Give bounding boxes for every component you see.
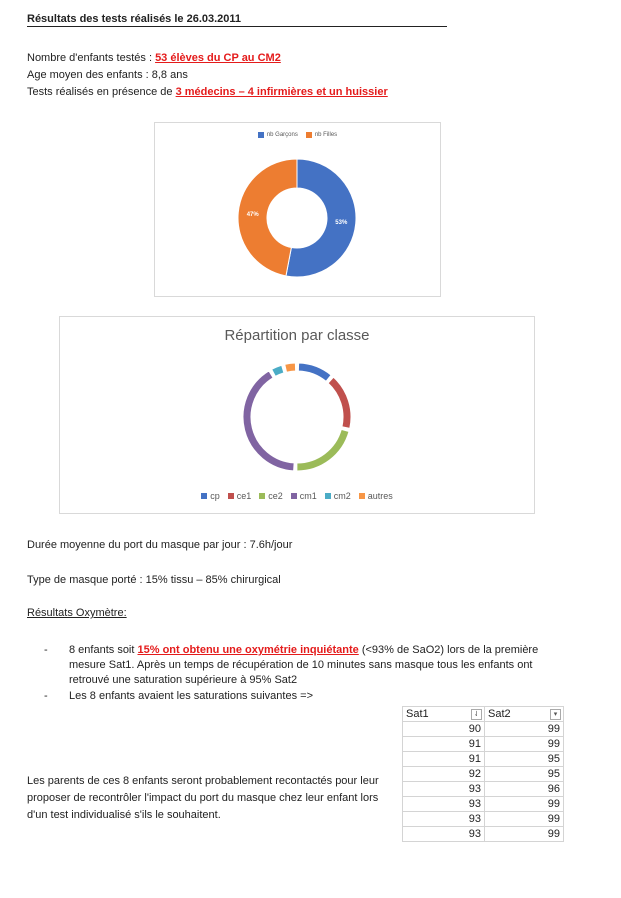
column-header-sat1[interactable]: Sat1 ⇃ [403,707,485,722]
legend-item [325,491,351,501]
gender-chart-legend [155,132,440,138]
legend-swatch [258,132,264,138]
table-cell[interactable]: 93 [403,812,485,827]
children-count-value: 53 élèves du CP au CM2 [155,52,281,64]
legend-label: cm1 [299,491,317,501]
table-cell[interactable]: 99 [485,722,564,737]
table-row [403,812,564,827]
legend-label: nb Garçons [266,132,298,138]
table-cell[interactable]: 99 [485,797,564,812]
legend-swatch [259,493,265,499]
table-cell[interactable]: 91 [403,752,485,767]
tests-presence-label: Tests réalisés en présence de [27,86,176,98]
legend-item [306,132,337,138]
alert-text: 15% ont obtenu une oxymétrie inquiétante [137,644,359,656]
legend-item [201,491,220,501]
saturation-table-wrap [402,706,564,842]
table-cell[interactable]: 90 [403,722,485,737]
table-row [403,737,564,752]
donut-slice-autres [285,363,296,372]
tests-presence-value: 3 médecins – 4 infirmières et un huissier [175,86,388,98]
legend-label: ce1 [236,491,252,501]
legend-label: autres [367,491,393,501]
donut-slice-ce2 [297,429,349,471]
average-age-line: Age moyen des enfants : 8,8 ans [27,69,188,81]
legend-swatch [291,493,297,499]
filter-sort-icon[interactable]: ⇃ [471,709,482,720]
legend-item [228,491,252,501]
children-count-line [27,52,281,64]
table-row [403,752,564,767]
oxymeter-heading: Résultats Oxymètre: [27,607,127,619]
class-donut [60,355,534,485]
donut-slice-cm1 [243,371,294,471]
legend-item [359,491,393,501]
table-cell[interactable]: 99 [485,737,564,752]
gender-donut [155,141,440,291]
table-cell[interactable]: 93 [403,827,485,842]
children-count-label: Nombre d'enfants testés : [27,52,156,64]
legend-item [258,132,298,138]
bullet-dash: - [44,690,48,702]
legend-label: nb Filles [314,132,338,138]
page-title: Résultats des tests réalisés le 26.03.2011 [27,13,447,27]
column-header-sat2[interactable]: Sat2 ▾ [485,707,564,722]
table-cell[interactable]: 92 [403,767,485,782]
list-item: - 8 enfants soit 15% ont obtenu une oxymétrie inquiétante (<93% de SaO2) lors de la première mesure Sat1. Après un temps de récupération de 10 minutes sans masque tous les enfants ont retrouvé une saturation supérieure à 95% Sat2 [44,644,539,686]
table-cell[interactable]: 93 [403,797,485,812]
table-row [403,797,564,812]
donut-slice-ce1 [328,377,351,428]
results-list [44,643,564,705]
class-chart-legend [60,491,534,501]
legend-swatch [201,493,207,499]
legend-swatch [359,493,365,499]
mask-duration: Durée moyenne du port du masque par jour : 7.6h/jour [27,539,293,551]
legend-swatch [228,493,234,499]
table-row [403,767,564,782]
list-item: - Les 8 enfants avaient les saturations suivantes => [44,690,313,702]
legend-label: ce2 [268,491,283,501]
table-row [403,827,564,842]
legend-label: cp [210,491,220,501]
gender-chart [154,122,441,297]
legend-item [259,491,283,501]
table-cell[interactable]: 95 [485,767,564,782]
parents-note: Les parents de ces 8 enfants seront probablement recontactés pour leur proposer de recontrôler l'impact du port du masque chez leur enfant lors d'un test individualisé s'ils le souhaitent. [27,775,379,821]
table-cell[interactable]: 91 [403,737,485,752]
legend-item [291,491,317,501]
donut-slice-cp [298,363,331,381]
tests-presence-line [27,86,388,98]
data-label: 47% [246,211,259,218]
table-row [403,782,564,797]
table-cell[interactable]: 99 [485,827,564,842]
table-cell[interactable]: 93 [403,782,485,797]
table-cell[interactable]: 95 [485,752,564,767]
legend-swatch [325,493,331,499]
class-chart [59,316,535,514]
class-chart-title: Répartition par classe [224,327,370,344]
legend-label: cm2 [333,491,351,501]
data-label: 53% [335,220,348,227]
saturation-table [402,706,564,842]
legend-swatch [306,132,312,138]
table-cell[interactable]: 96 [485,782,564,797]
bullet-dash: - [44,644,48,656]
table-cell[interactable]: 99 [485,812,564,827]
filter-dropdown-icon[interactable]: ▾ [550,709,561,720]
table-row [403,722,564,737]
mask-type: Type de masque porté : 15% tissu – 85% chirurgical [27,574,281,586]
donut-slice-cm2 [272,365,284,376]
